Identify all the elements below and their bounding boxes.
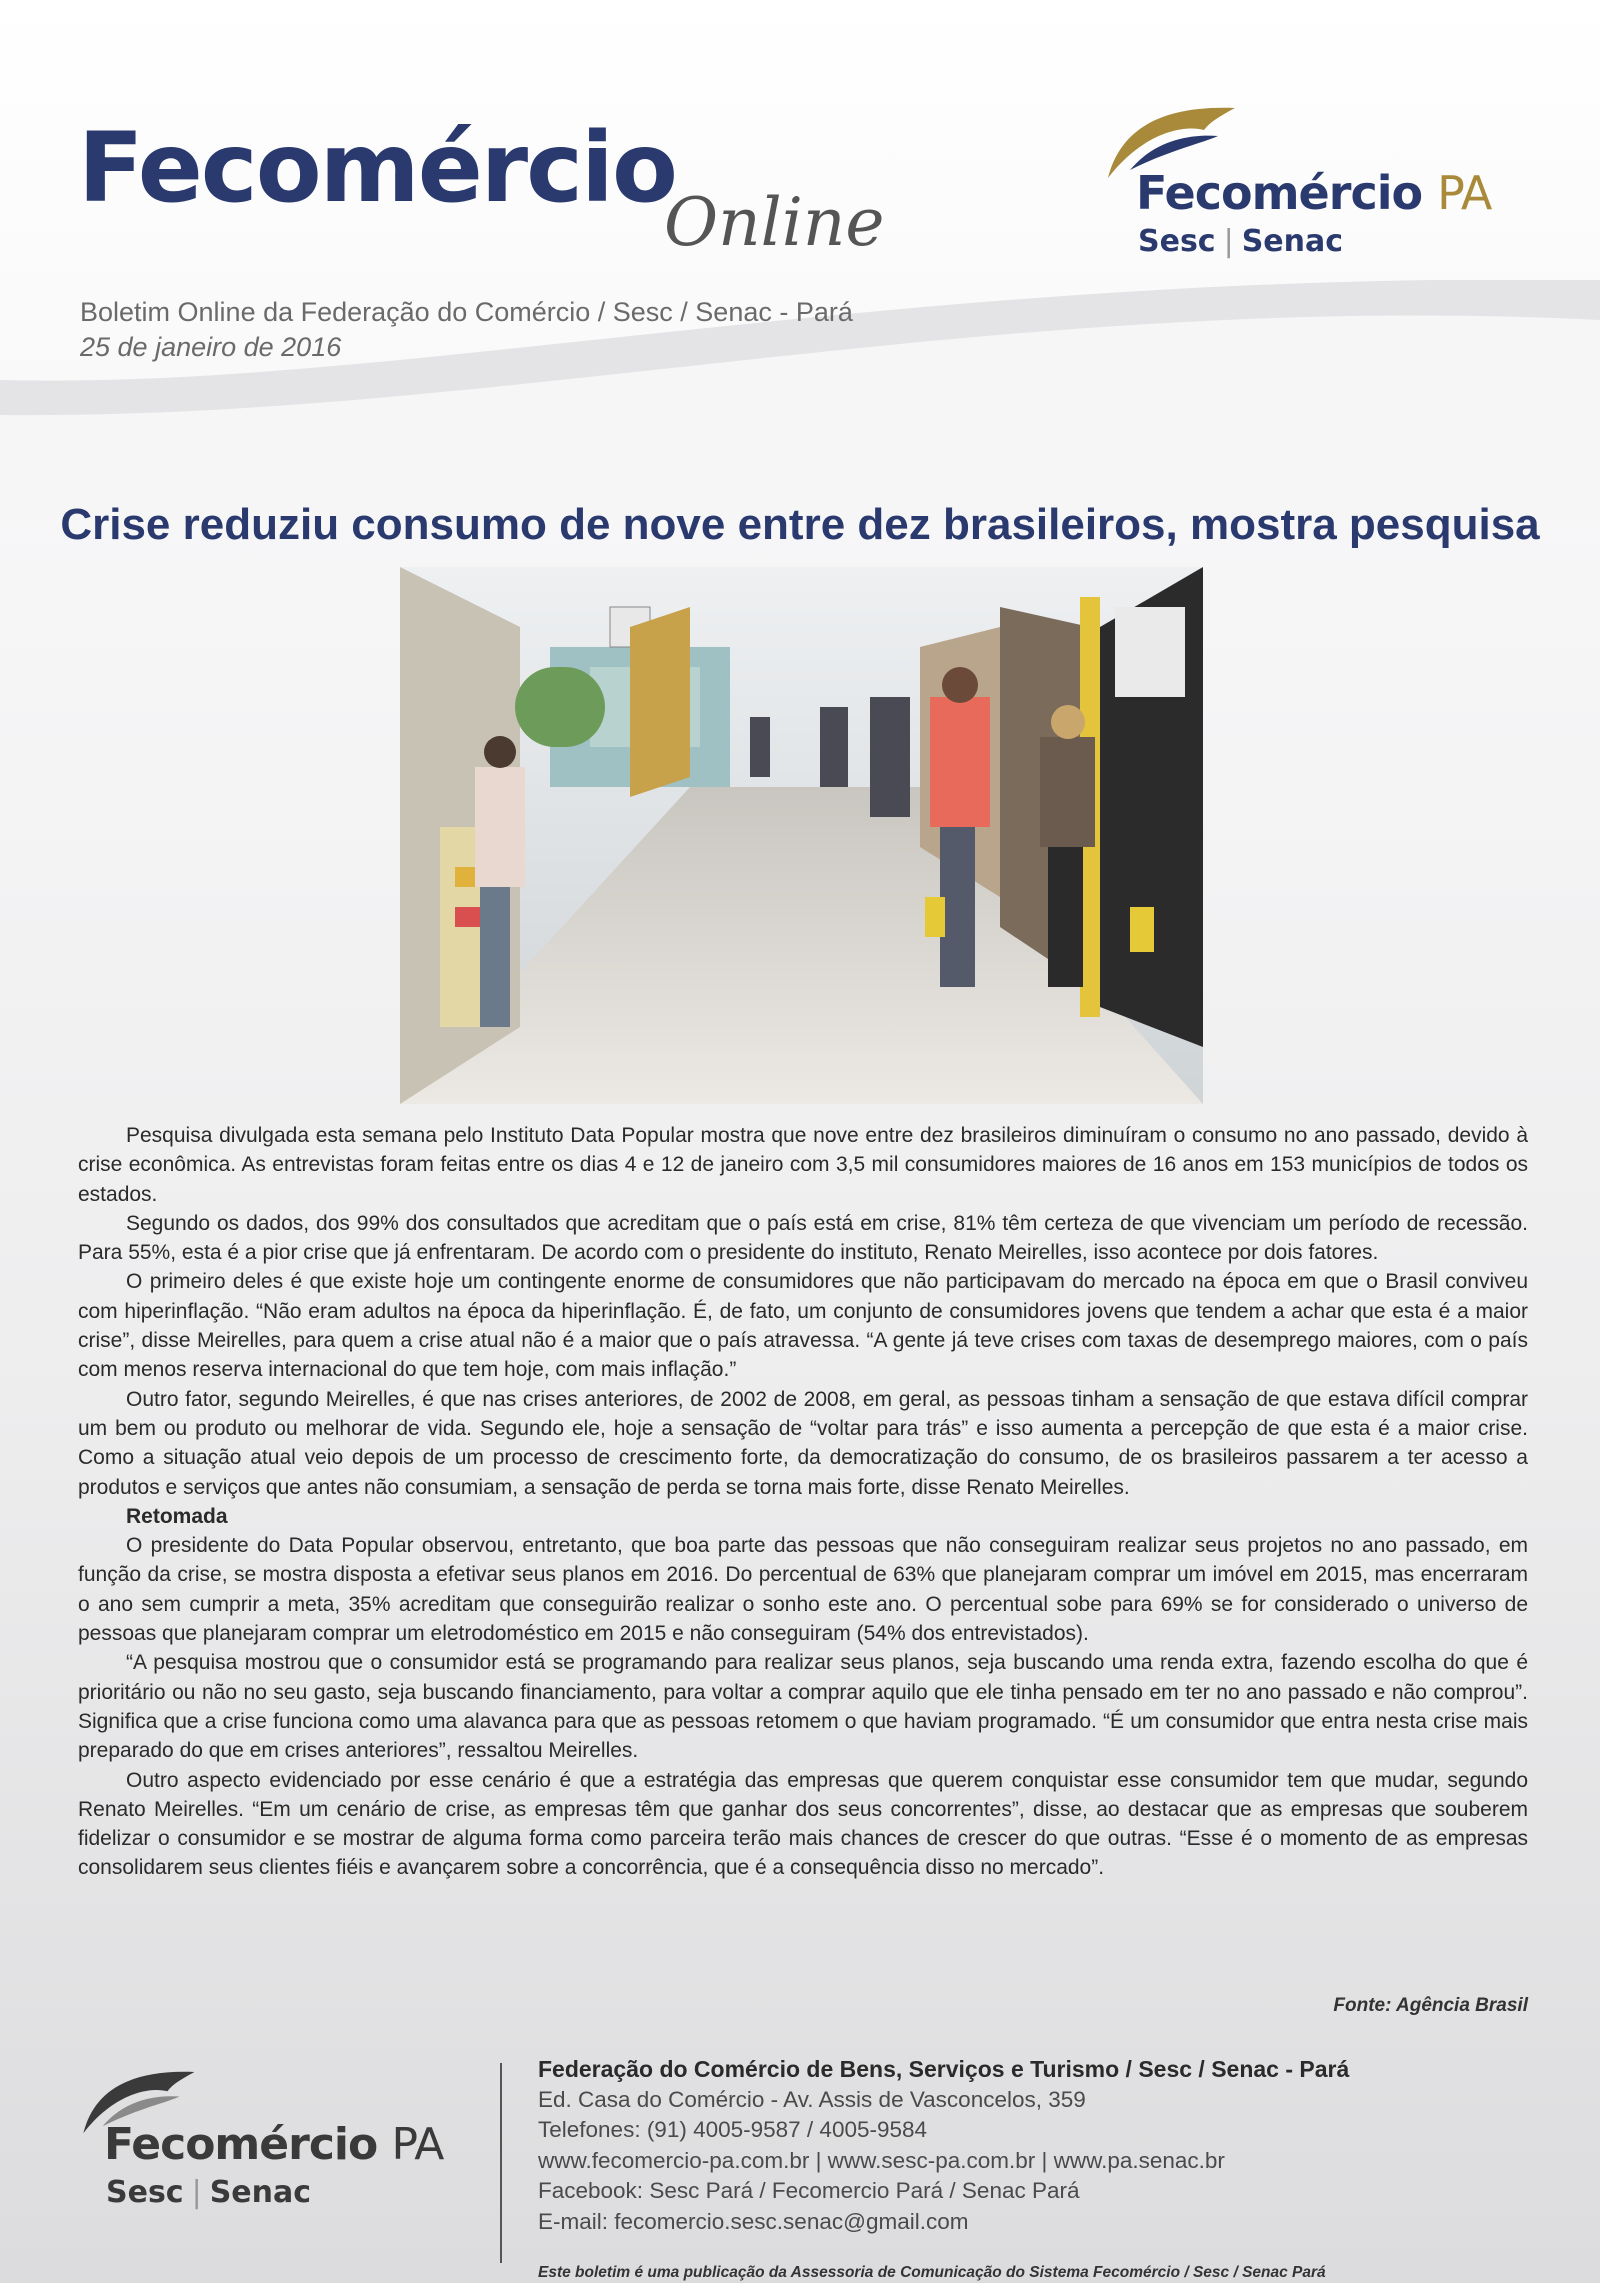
footer-contact xyxy=(538,2054,1349,2237)
article-headline: Crise reduziu consumo de nove entre dez brasileiros, mostra pesquisa xyxy=(60,500,1540,549)
section-heading: Retomada xyxy=(126,1504,228,1528)
footer-org: Federação do Comércio de Bens, Serviços e Turismo / Sesc / Senac - Pará xyxy=(538,2056,1350,2082)
article-paragraph: O primeiro deles é que existe hoje um contingente enorme de consumidores que não participavam do mercado na época em que o Brasil conviveu com hiperinflação. “Não eram adultos na época da hiperinflação. É, de fato, um conjunto de consumidores jovens que tendem a achar que esta é a maior crise”, disse Meirelles, para quem a crise atual não é a maior que o país atravessa. “A gente já teve crises com taxas de desemprego maiores, com o país com menos reserva internacional do que tem hoje, com mais inflação.” xyxy=(78,1270,1528,1382)
article-paragraph: “A pesquisa mostrou que o consumidor está se programando para realizar seus planos, seja buscando uma renda extra, fazendo escolha do que é prioritário ou não no seu gasto, seja buscando financiamento, para voltar a comprar aquilo que ele tinha pensado em ter no ano passado e não comprou”. Significa que a crise funciona como uma alavanca para que as pessoas retomem o que haviam programado. “É um consumidor que entra nesta crise mais preparado do que em crises anteriores”, ressaltou Meirelles. xyxy=(78,1651,1528,1763)
fecomercio-logo-bottom xyxy=(70,2065,480,2215)
brand-name-top: Fecomércio PA xyxy=(1136,166,1492,220)
masthead-title: Fecomércio xyxy=(78,112,676,224)
bulletin-date: 25 de janeiro de 2016 xyxy=(80,332,342,362)
bulletin-subtitle: Boletim Online da Federação do Comércio / Sesc / Senac - Pará xyxy=(80,297,853,327)
article-paragraph: Segundo os dados, dos 99% dos consultados que acreditam que o país está em crise, 81% têm certeza de que vivenciam um período de recessão. Para 55%, esta é a pior crise que já enfrentaram. De acordo com o presidente do instituto, Renato Meirelles, isso acontece por dois fatores. xyxy=(78,1211,1528,1265)
article-paragraph: Outro fator, segundo Meirelles, é que nas crises anteriores, de 2002 de 2008, em geral, as pessoas tinham a sensação de que estava difícil comprar um bem ou produto ou melhorar de vida. Segundo ele, hoje a sensação de “voltar para trás” e isso aumenta a percepção de que esta é a maior crise. Como a situação atual veio depois de um processo de crescimento forte, da democratização do consumo, de os brasileiros passarem a ter acesso a produtos e serviços que antes não consumiam, a sensação de perda se torna mais forte, disse Renato Meirelles. xyxy=(78,1387,1528,1499)
footer-websites[interactable]: www.fecomercio-pa.com.br | www.sesc-pa.com.br | www.pa.senac.br xyxy=(538,2147,1225,2173)
brand-sub-bottom: Sesc | Senac xyxy=(106,2175,312,2210)
article-body xyxy=(78,1121,1528,1883)
footer-address: Ed. Casa do Comércio - Av. Assis de Vasconcelos, 359 xyxy=(538,2086,1086,2112)
footer-facebook: Facebook: Sesc Pará / Fecomercio Pará / Senac Pará xyxy=(538,2178,1080,2203)
shopping-mall-photo xyxy=(400,567,1203,1104)
brand-name-bottom: Fecomércio PA xyxy=(104,2119,444,2170)
article-paragraph: Outro aspecto evidenciado por esse cenário é que a estratégia das empresas que querem conquistar esse consumidor tem que mudar, segundo Renato Meirelles. “Em um cenário de crise, as empresas têm que ganhar dos seus concorrentes”, disse, ao destacar que as empresas que souberem fidelizar o consumidor e se mostrar de alguma forma como parceira terão mais chances de crescer do que outras. “Esse é o momento de as empresas consolidarem seus clientes fiéis e avançarem sobre a concorrência, que é a consequência disso no mercado”. xyxy=(78,1768,1528,1880)
masthead-online-script: Online xyxy=(664,184,885,261)
brand-sub-top: Sesc | Senac xyxy=(1138,224,1344,259)
footer-credit: Este boletim é uma publicação da Assessoria de Comunicação do Sistema Fecomércio / Sesc / Senac Pará xyxy=(538,2264,1326,2281)
footer-phones: Telefones: (91) 4005-9587 / 4005-9584 xyxy=(538,2117,928,2142)
fecomercio-logo-top xyxy=(1100,100,1520,270)
article-paragraph: Pesquisa divulgada esta semana pelo Instituto Data Popular mostra que nove entre dez brasileiros diminuíram o consumo no ano passado, devido à crise econômica. As entrevistas foram feitas entre os dias 4 e 12 de janeiro com 3,5 mil consumidores maiores de 16 anos em 153 municípios de todos os estados. xyxy=(78,1124,1528,1206)
footer-email[interactable]: E-mail: fecomercio.sesc.senac@gmail.com xyxy=(538,2208,969,2234)
article-paragraph: O presidente do Data Popular observou, entretanto, que boa parte das pessoas que não conseguiram realizar seus projetos no ano passado, em função da crise, se mostra disposta a efetivar seus planos em 2016. Do percentual de 63% que planejaram comprar um imóvel em 2015, mas encerraram o ano sem cumprir a meta, 35% acreditam que conseguirão realizar o sonho este ano. O percentual sobe para 69% se for considerado o universo de pessoas que planejaram comprar um eletrodoméstico em 2015 e não conseguiram (54% dos entrevistados). xyxy=(78,1534,1528,1646)
footer-divider xyxy=(500,2063,502,2263)
article-source: Fonte: Agência Brasil xyxy=(1333,1995,1528,2016)
